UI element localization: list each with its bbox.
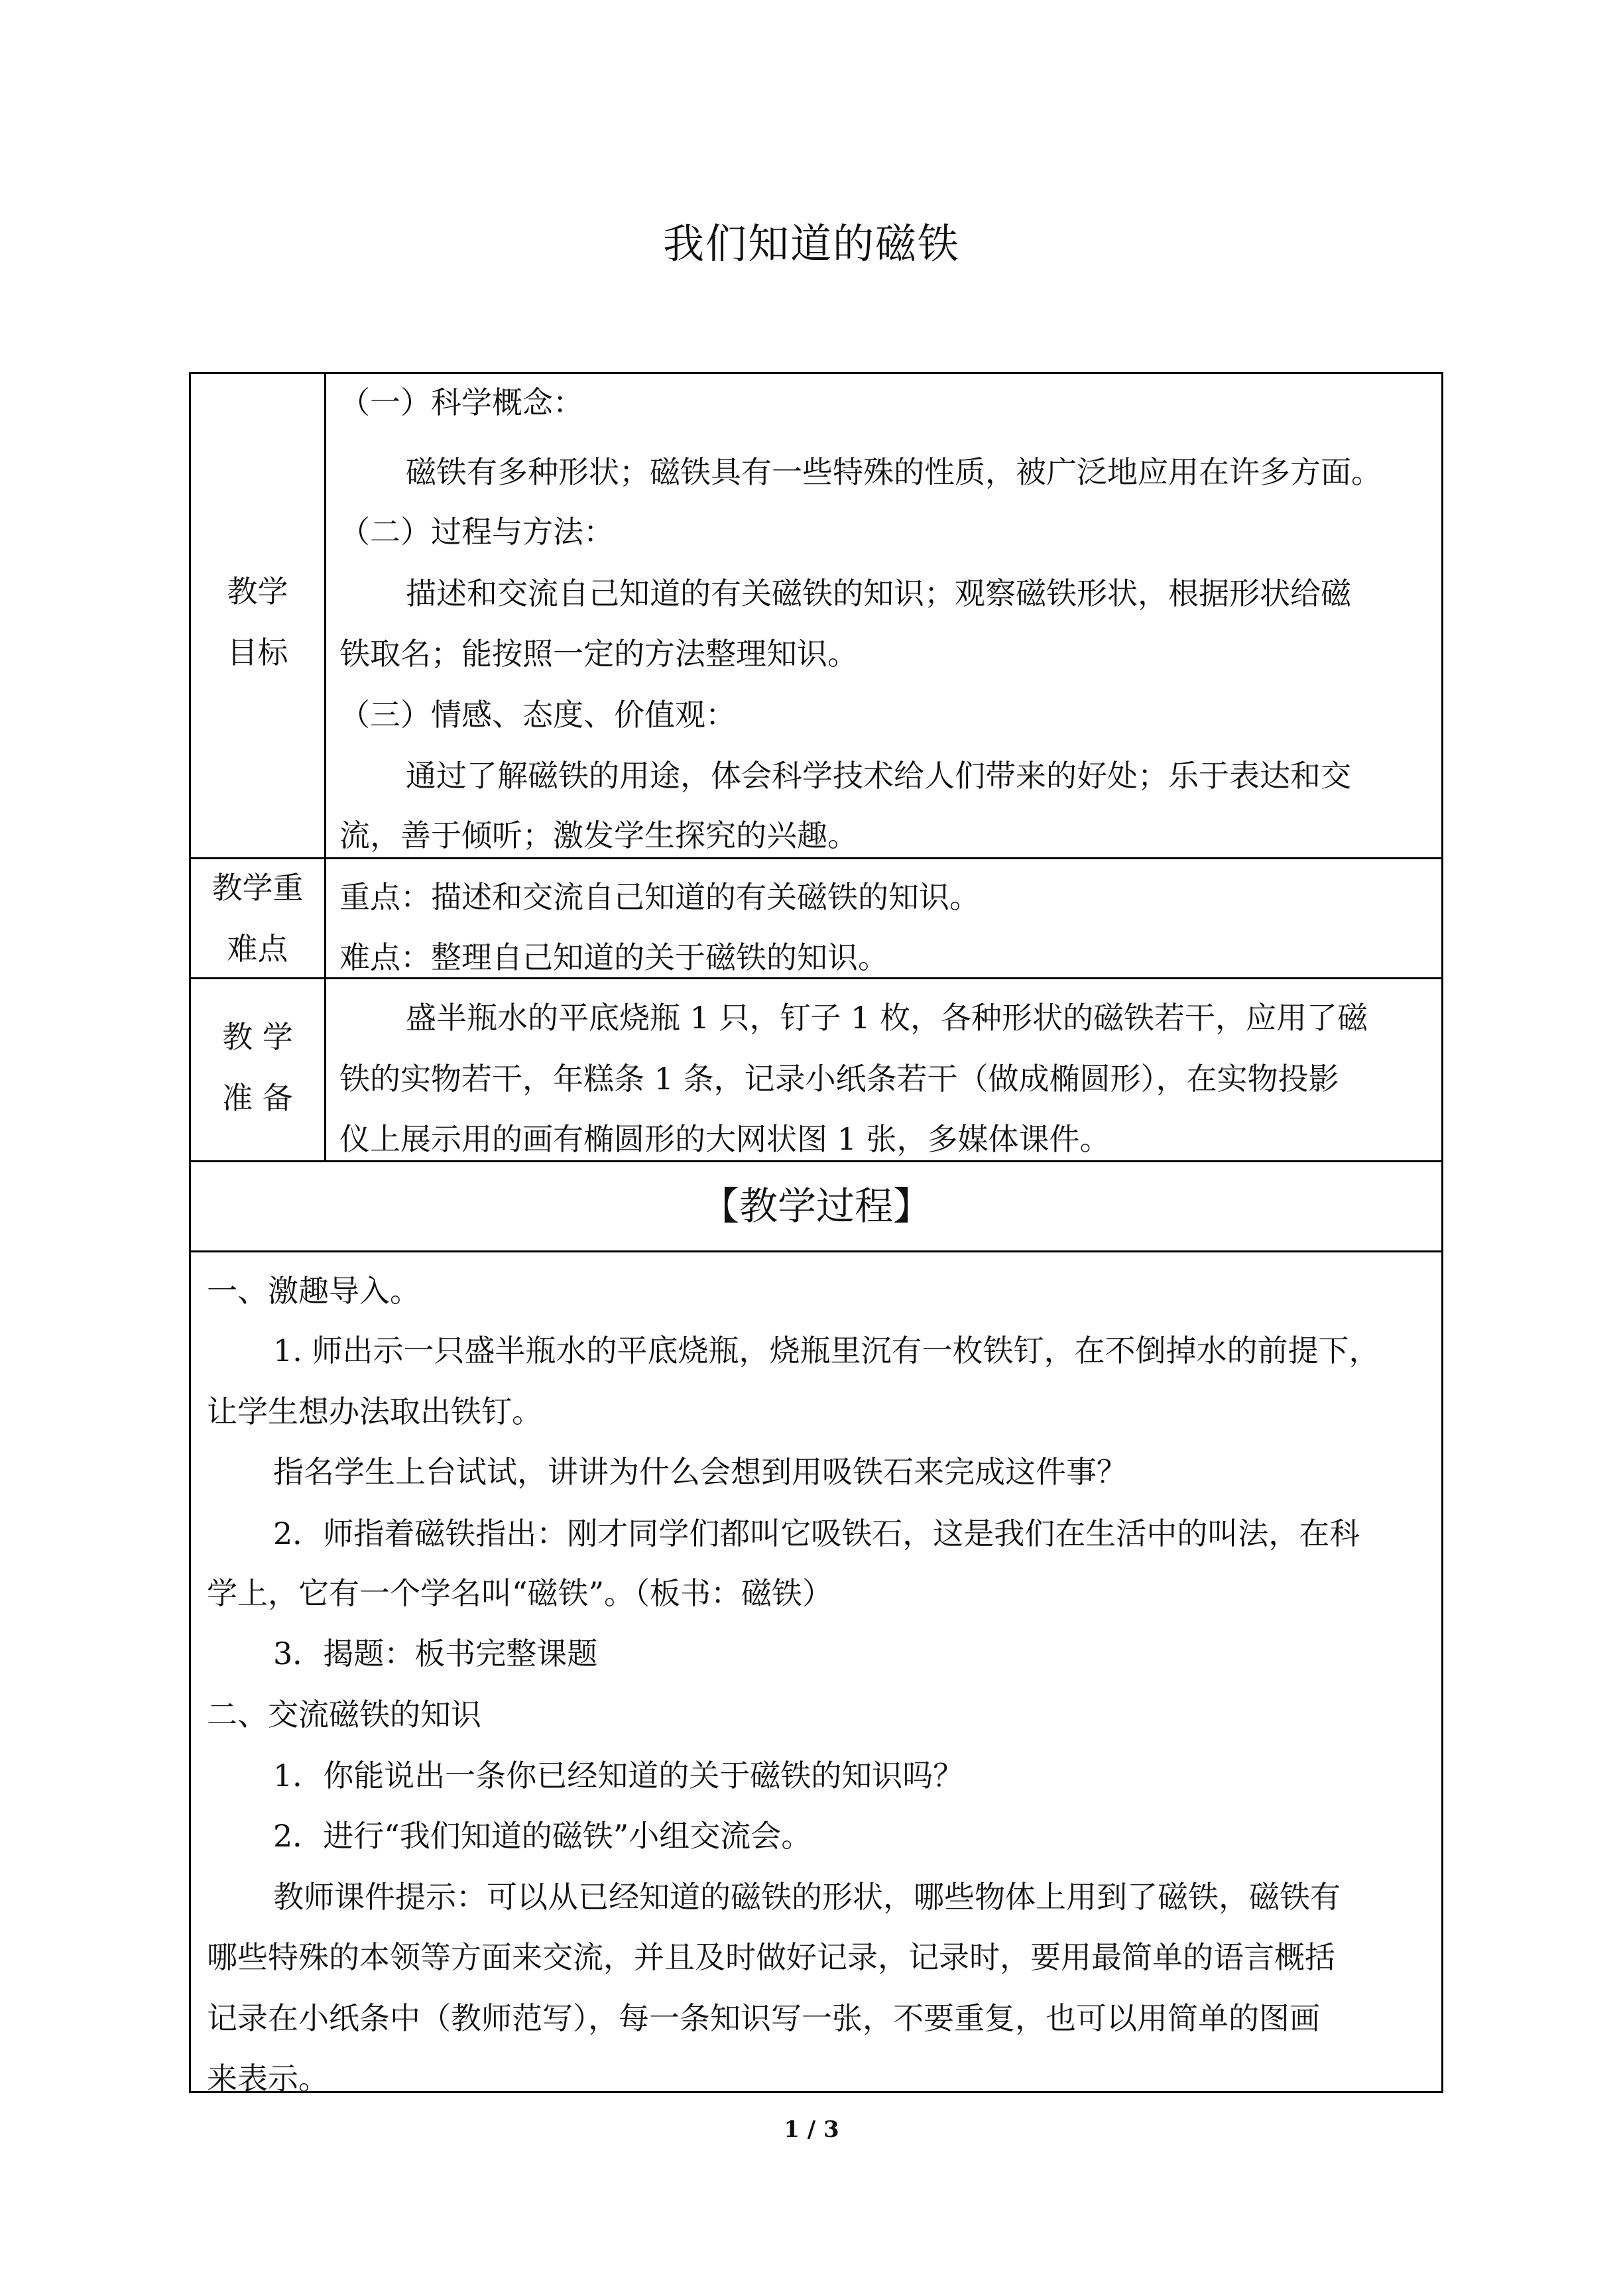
key-points-label: 教学重 难点 [211,870,304,967]
process-line: 3．揭题：板书完整课题 [273,1636,598,1671]
goals-line: 流，善于倾听；激发学生探究的兴趣。 [339,817,858,853]
goals-line: 通过了解磁铁的用途，体会科学技术给人们带来的好处；乐于表达和交 [406,758,1351,794]
process-line: 指名学生上台试试，讲讲为什么会想到用吸铁石来完成这件事？ [273,1454,1127,1490]
goals-line: 描述和交流自己知道的有关磁铁的知识；观察磁铁形状，根据形状给磁 [406,575,1351,611]
goals-line: 磁铁有多种形状；磁铁具有一些特殊的性质，被广泛地应用在许多方面。 [406,454,1382,490]
preparation-line: 仪上展示用的画有椭圆形的大网状图 1 张，多媒体课件。 [339,1121,1111,1157]
process-line: 哪些特殊的本领等方面来交流，并且及时做好记录，记录时，要用最简单的语言概括 [207,1939,1335,1975]
process-line: 1. 师出示一只盛半瓶水的平底烧瓶，烧瓶里沉有一枚铁钉，在不倒掉水的前提下， [273,1333,1380,1368]
process-line: 2．进行“我们知道的磁铁”小组交流会。 [273,1818,812,1854]
row-divider [189,977,1443,979]
goals-line: （三）情感、态度、价值观： [339,697,736,733]
page-number: 1 / 3 [784,2116,839,2143]
process-line: 教师课件提示：可以从已经知道的磁铁的形状，哪些物体上用到了磁铁，磁铁有 [273,1879,1341,1915]
goals-line: （一）科学概念： [339,385,583,420]
process-line: 一、激趣导入。 [207,1273,420,1309]
preparation-line: 盛半瓶水的平底烧瓶 1 只，钉子 1 枚，各种形状的磁铁若干，应用了磁 [406,1000,1368,1036]
goals-label: 教学 目标 [227,574,288,670]
process-line: 学上，它有一个学名叫“磁铁”。（板书：磁铁） [207,1575,833,1611]
document-title: 我们知道的磁铁 [662,219,960,268]
difficult-point-line: 难点：整理自己知道的关于磁铁的知识。 [339,939,888,975]
row-divider [189,1160,1443,1162]
process-line: 2．师指着磁铁指出：刚才同学们都叫它吸铁石，这是我们在生活中的叫法，在科 [273,1516,1360,1551]
goals-line: （二）过程与方法： [339,514,614,550]
row-divider [189,857,1443,859]
process-line: 让学生想办法取出铁钉。 [207,1394,542,1429]
process-line: 记录在小纸条中（教师范写），每一条知识写一张，不要重复，也可以用简单的图画 [207,2000,1320,2036]
preparation-label: 教 学 准 备 [222,1019,293,1116]
column-divider [324,372,326,1160]
process-line: 二、交流磁铁的知识 [207,1697,481,1732]
process-header: 【教学过程】 [700,1183,932,1229]
preparation-line: 铁的实物若干，年糕条 1 条，记录小纸条若干（做成椭圆形），在实物投影 [339,1061,1339,1097]
process-line: 1．你能说出一条你已经知道的关于磁铁的知识吗？ [273,1758,964,1793]
goals-line: 铁取名；能按照一定的方法整理知识。 [339,636,858,672]
row-divider [189,1250,1443,1252]
process-line: 来表示。 [207,2061,329,2096]
key-point-line: 重点：描述和交流自己知道的有关磁铁的知识。 [339,879,980,915]
